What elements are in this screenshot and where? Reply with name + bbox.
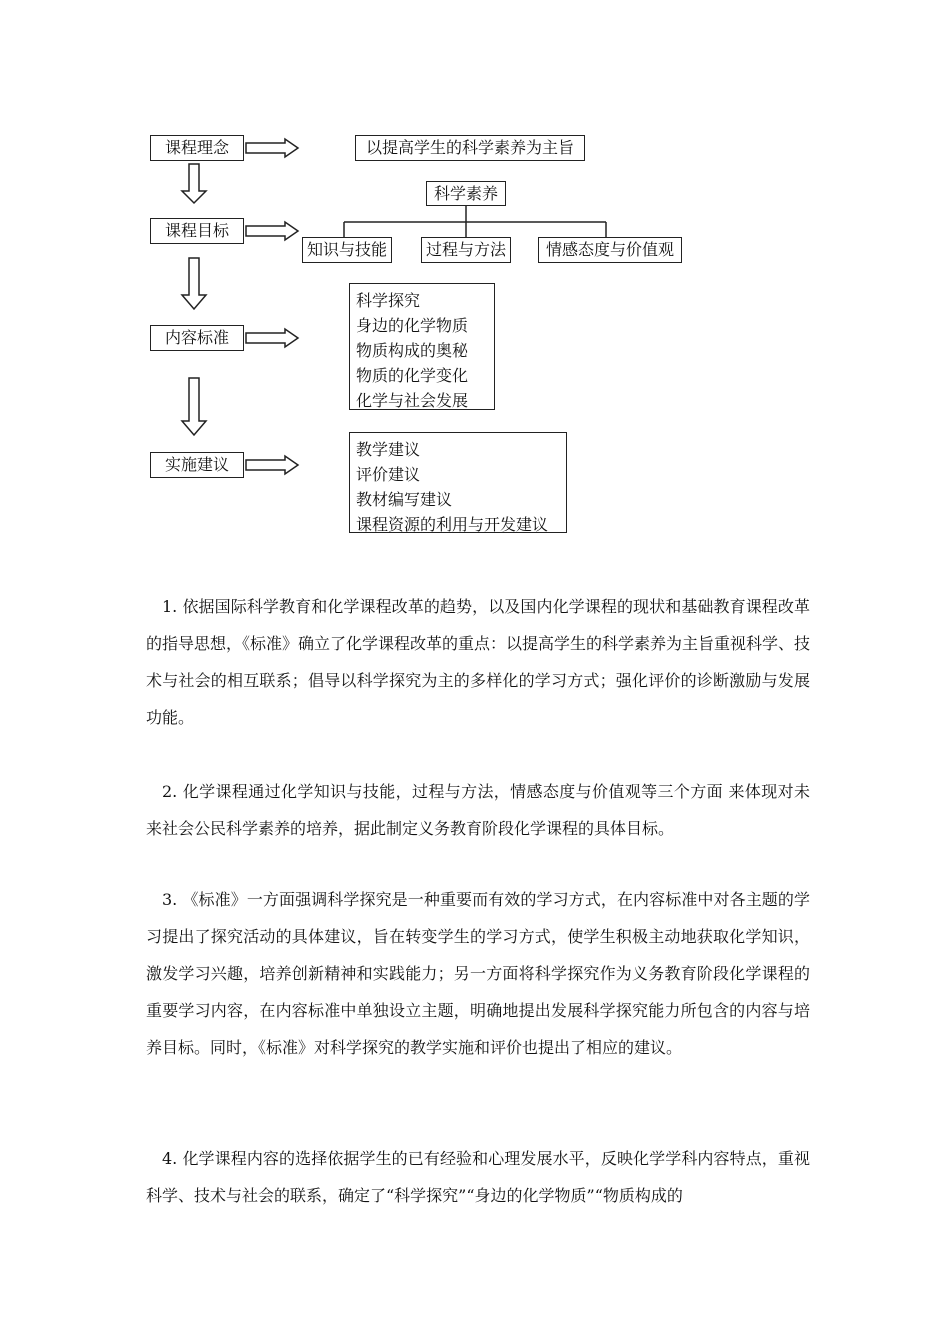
- list-item: 课程资源的利用与开发建议: [356, 515, 549, 534]
- stage-box-implementation: 实施建议: [150, 452, 244, 478]
- list-item: 教学建议: [356, 440, 421, 459]
- right-arrow-icon: [246, 329, 298, 347]
- list-item: 评价建议: [356, 465, 421, 484]
- stage-box-goals: 课程目标: [150, 218, 244, 244]
- down-arrow-icon: [182, 258, 206, 309]
- goal-box-knowledge: 知识与技能: [302, 237, 392, 263]
- literacy-tree-lines: [344, 205, 606, 238]
- right-arrow-icon: [246, 456, 298, 474]
- paragraph-1: 1. 依据国际科学教育和化学课程改革的趋势，以及国内化学课程的现状和基础教育课程改革的指导思想，《标准》确立了化学课程改革的重点：以提高学生的科学素养为主旨重视科学、技术与社会的相互联系；倡导以科学探究为主的多样化的学习方式；强化评价的诊断激励与发展功能。: [146, 597, 811, 727]
- stage-box-philosophy: 课程理念: [150, 135, 244, 161]
- right-arrow-icon: [246, 139, 298, 157]
- goal-box-process: 过程与方法: [421, 237, 511, 263]
- stage-box-content: 内容标准: [150, 325, 244, 351]
- goal-box-attitude: 情感态度与价值观: [538, 237, 682, 263]
- paragraph-4: 4. 化学课程内容的选择依据学生的已有经验和心理发展水平，反映化学学科内容特点，重视科学、技术与社会的联系，确定了“科学探究”“身边的化学物质”“物质构成的: [146, 1149, 810, 1205]
- list-item: 身边的化学物质: [356, 316, 469, 335]
- suggestions-box: [349, 432, 567, 533]
- philosophy-box: 以提高学生的科学素养为主旨: [355, 135, 585, 161]
- right-arrow-icon: [246, 222, 298, 240]
- down-arrow-icon: [182, 378, 206, 435]
- down-arrow-icon: [182, 164, 206, 203]
- list-item: 物质的化学变化: [356, 366, 469, 385]
- literacy-box: 科学素养: [426, 181, 506, 206]
- list-item: 科学探究: [356, 291, 421, 310]
- list-item: 化学与社会发展: [356, 391, 469, 410]
- content-standards-box: [349, 283, 495, 410]
- list-item: 教材编写建议: [356, 490, 453, 509]
- list-item: 物质构成的奥秘: [356, 341, 469, 360]
- paragraph-2: 2. 化学课程通过化学知识与技能，过程与方法，情感态度与价值观等三个方面 来体现对未来社会公民科学素养的培养，据此制定义务教育阶段化学课程的具体目标。: [146, 782, 810, 838]
- paragraph-3: 3. 《标准》一方面强调科学探究是一种重要而有效的学习方式，在内容标准中对各主题的学习提出了探究活动的具体建议，旨在转变学生的学习方式，使学生积极主动地获取化学知识，激发学习兴趣，培养创新精神和实践能力；另一方面将科学探究作为义务教育阶段化学课程的重要学习内容，在内容标准中单独设立主题，明确地提出发展科学探究能力所包含的内容与培养目标。同时，《标准》对科学探究的教学实施和评价也提出了相应的建议。: [146, 890, 810, 1057]
